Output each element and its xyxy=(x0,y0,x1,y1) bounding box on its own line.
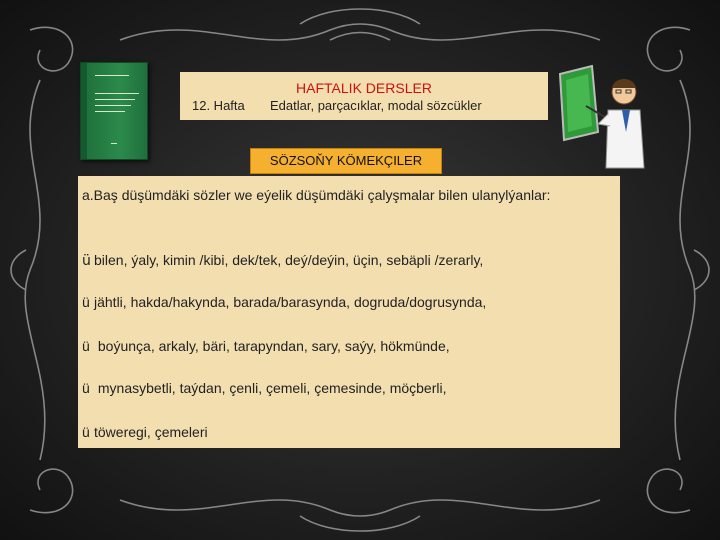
week-label: 12. Hafta xyxy=(192,98,245,113)
list-item-text: boýunça, arkaly, bäri, tarapyndan, sary, saýy, hökmünde, xyxy=(94,338,450,354)
header-panel xyxy=(180,72,548,120)
checkmark-icon: ü xyxy=(82,380,90,396)
content-panel xyxy=(78,176,620,448)
green-book-icon xyxy=(80,62,148,160)
list-item-text: töweregi, çemeleri xyxy=(94,424,208,440)
topic-label: Edatlar, parçacıklar, modal sözcükler xyxy=(270,98,482,113)
checkmark-icon: ü xyxy=(82,424,90,440)
list-item xyxy=(82,380,446,396)
list-item xyxy=(82,294,486,310)
intro-text: a.Baş düşümdäki sözler we eýelik düşümdäki çalyşmalar bilen ulanylýanlar: xyxy=(82,187,551,203)
section-label-text: SÖZSOŇY KÖMEKÇILER xyxy=(269,153,423,168)
teacher-pointing-icon xyxy=(558,62,648,172)
list-item-text: mynasybetli, taýdan, çenli, çemeli, çemesinde, möçberli, xyxy=(94,380,447,396)
list-item xyxy=(82,338,450,354)
checkmark-icon: ü xyxy=(82,338,90,354)
checkmark-icon: ü xyxy=(82,253,91,269)
list-item-text: jähtli, hakda/hakynda, barada/barasynda, dogruda/dogrusynda, xyxy=(94,294,487,310)
list-item xyxy=(82,252,483,269)
header-title: HAFTALIK DERSLER xyxy=(296,80,432,96)
section-label xyxy=(250,148,442,174)
list-item xyxy=(82,424,208,440)
list-item-text: bilen, ýaly, kimin /kibi, dek/tek, deý/deýin, üçin, sebäpli /zerarly, xyxy=(94,252,484,268)
checkmark-icon: ü xyxy=(82,294,90,310)
